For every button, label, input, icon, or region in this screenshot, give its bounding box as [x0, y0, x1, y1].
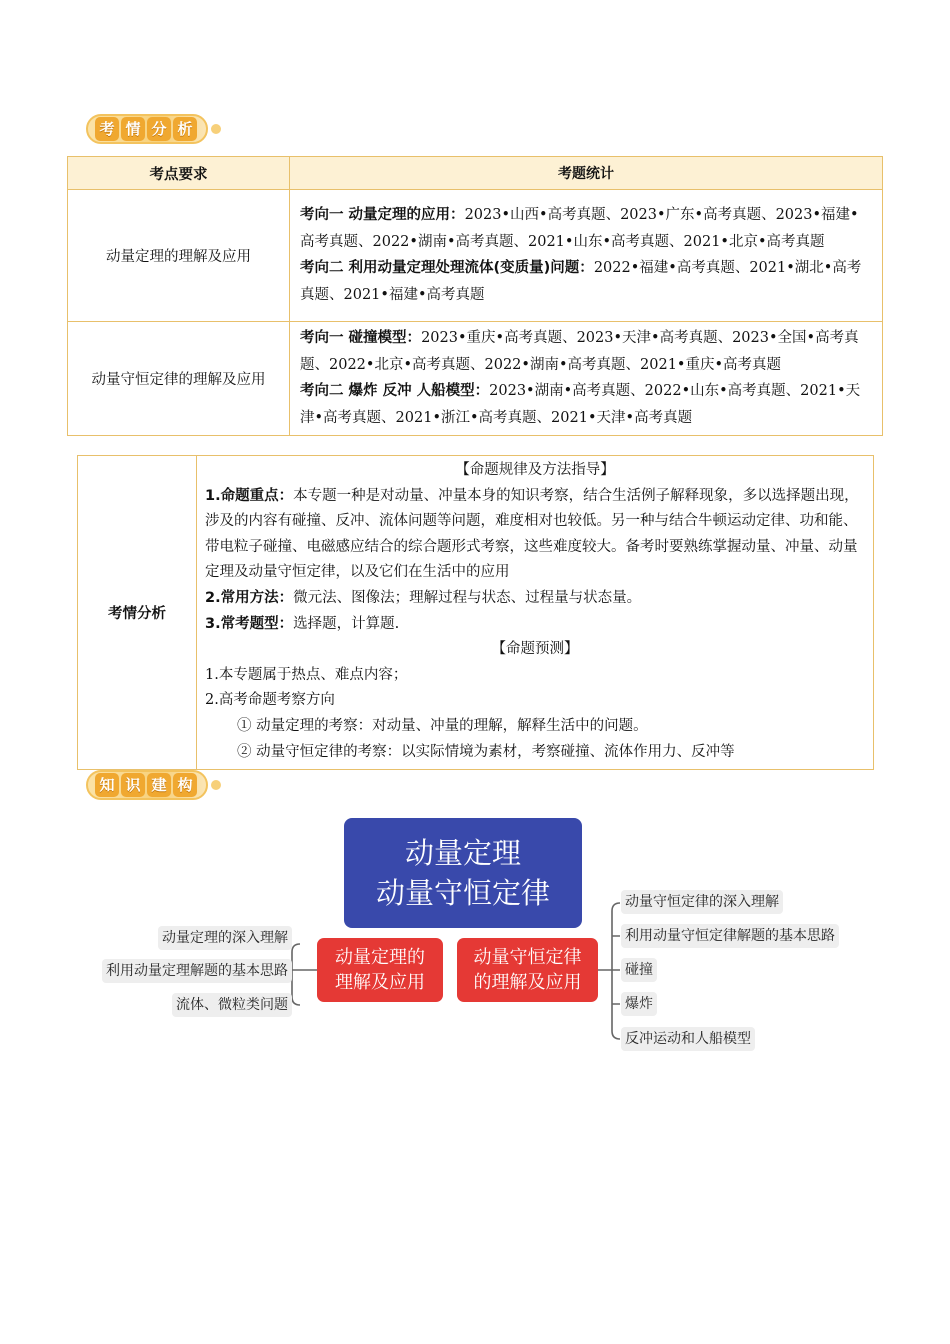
forecast-line: ① 动量定理的考察：对动量、冲量的理解，解释生活中的问题。 [237, 717, 648, 734]
badge-char: 析 [173, 117, 197, 141]
branch-line: 动量定理的 [335, 947, 425, 968]
mindmap-leaf: 利用动量定理解题的基本思路 [102, 959, 292, 983]
header-statistics: 考题统计 [290, 157, 883, 190]
forecast-line: 1.本专题属于热点、难点内容； [205, 666, 408, 683]
badge-char: 知 [95, 773, 119, 797]
branch-line: 动量守恒定律 [473, 947, 582, 968]
badge-char: 建 [147, 773, 171, 797]
mindmap-branch-theorem [317, 938, 443, 1002]
branch-line: 理解及应用 [335, 972, 425, 993]
direction-label: 考向二 利用动量定理处理流体(变质量)问题： [300, 260, 594, 276]
direction-text: 2023•山西•高考真题、2023•广东•高考真题、2023•福建•高考真题、2022•湖南•高考真题、2021•山东•高考真题、2021•北京•高考真题 [300, 207, 859, 250]
connector-right [598, 903, 620, 1039]
direction-label: 考向一 碰撞模型： [300, 330, 422, 346]
badge-char: 识 [121, 773, 145, 797]
central-line: 动量定理 [404, 836, 521, 870]
mindmap-leaf: 碰撞 [621, 958, 657, 982]
focus-text: 本专题一种是对动量、冲量本身的知识考察，结合生活例子解释现象，多以选择题出现，涉及的内容有碰撞、反冲、流体问题等问题，难度相对也较低。另一种与结合牛顿运动定律、功和能、带电粒子碰撞、电磁感应结合的综合题形式考察，这些难度较大。备考时要熟练掌握动量、冲量、动量定理及动量守恒定律，以及它们在生活中的应用 [205, 487, 859, 581]
direction-text: 2023•重庆•高考真题、2023•天津•高考真题、2023•全国•高考真题、2022•北京•高考真题、2022•湖南•高考真题、2021•重庆•高考真题 [300, 330, 859, 373]
requirement-cell: 动量守恒定律的理解及应用 [68, 322, 290, 436]
forecast-title: 【命题预测】 [491, 641, 579, 658]
mindmap-leaf: 动量守恒定律的深入理解 [621, 890, 783, 914]
forecast-line: 2.高考命题考察方向 [205, 692, 335, 709]
direction-label: 考向二 爆炸 反冲 人船模型： [300, 383, 490, 399]
mindmap-leaf: 流体、微粒类问题 [172, 993, 292, 1017]
mindmap-leaf: 动量定理的深入理解 [158, 926, 292, 950]
mindmap-branch-conservation [457, 938, 598, 1002]
central-line: 动量守恒定律 [375, 876, 550, 910]
header-requirement: 考点要求 [68, 157, 290, 190]
badge-char: 考 [95, 117, 119, 141]
connector-left [292, 944, 317, 1005]
mindmap-leaf: 反冲运动和人船模型 [621, 1027, 755, 1051]
forecast-line: ② 动量守恒定律的考察：以实际情境为素材，考察碰撞、流体作用力、反冲等 [237, 743, 735, 760]
focus-label: 1.命题重点： [205, 487, 294, 504]
requirement-cell: 动量定理的理解及应用 [68, 190, 290, 322]
types-text: 选择题，计算题. [293, 615, 400, 632]
direction-label: 考向一 动量定理的应用： [300, 207, 465, 223]
mindmap-leaf: 利用动量守恒定律解题的基本思路 [621, 924, 839, 948]
branch-line: 的理解及应用 [473, 972, 582, 993]
badge-char: 情 [121, 117, 145, 141]
methods-label: 2.常用方法： [205, 589, 294, 606]
analysis-label: 考情分析 [78, 456, 197, 770]
methods-text: 微元法、图像法；理解过程与状态、过程量与状态量。 [293, 589, 642, 606]
types-label: 3.常考题型： [205, 615, 294, 632]
mindmap-central-node [344, 818, 582, 928]
direction-text: 2022•福建•高考真题、2021•湖北•高考真题、2021•福建•高考真题 [300, 260, 862, 303]
mindmap-leaf: 爆炸 [621, 992, 657, 1016]
badge-char: 构 [173, 773, 197, 797]
direction-text: 2023•湖南•高考真题、2022•山东•高考真题、2021•天津•高考真题、2021•浙江•高考真题、2021•天津•高考真题 [300, 383, 861, 426]
badge-char: 分 [147, 117, 171, 141]
guide-title: 【命题规律及方法指导】 [455, 462, 615, 478]
